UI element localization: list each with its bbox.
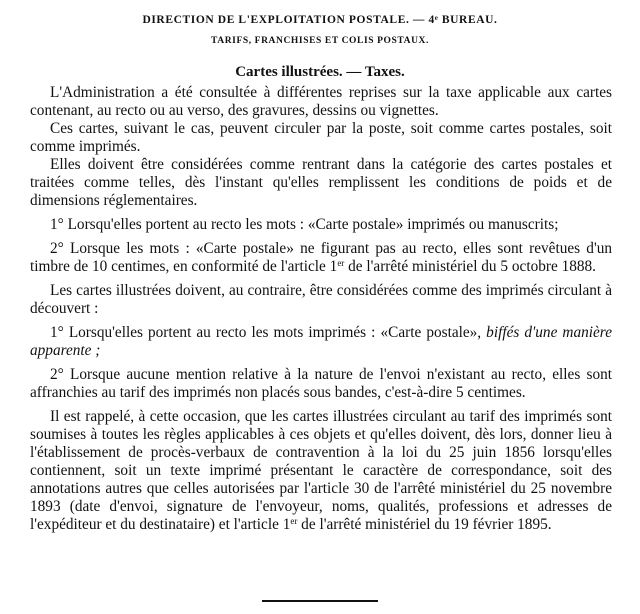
paragraph-7 [30, 324, 612, 360]
paragraph-5-text: 2° Lorsque les mots : «Carte postale» ne figurant pas au recto, elles sont revêtues d'un timbre de 10 centimes, en conformité de l'article 1 [30, 240, 612, 275]
paragraph-7-italic: biffés d'une manière apparente ; [30, 324, 612, 359]
paragraph-5 [30, 240, 612, 276]
paragraph-8: 2° Lorsque aucune mention relative à la nature de l'envoi n'existant au recto, elles sont affranchies au tarif des imprimés non placés sous bandes, c'est-à-dire 5 centimes. [30, 366, 612, 401]
section-title: Cartes illustrées. — Taxes. [235, 64, 405, 80]
paragraph-2: Ces cartes, suivant le cas, peuvent circuler par la poste, soit comme cartes postales, soit comme imprimés. [30, 120, 612, 155]
superscript-er: er [290, 516, 298, 526]
header-bureau-subtitle: TARIFS, FRANCHISES ET COLIS POSTAUX. [211, 36, 429, 46]
paragraph-9-text-end: de l'arrêté ministériel du 19 février 1895. [297, 516, 552, 533]
paragraph-4: 1° Lorsqu'elles portent au recto les mots : «Carte postale» imprimés ou manuscrits; [50, 216, 559, 233]
closing-rule [262, 600, 378, 602]
paragraph-3: Elles doivent être considérées comme rentrant dans la catégorie des cartes postales et traitées comme telles, dès l'instant qu'elles remplissent les conditions de poids et de dimensions réglementaires. [30, 156, 612, 209]
superscript-er: er [337, 258, 345, 268]
paragraph-1: L'Administration a été consultée à différentes reprises sur la taxe applicable aux cartes contenant, au recto ou au verso, des gravures, dessins ou vignettes. [30, 84, 612, 119]
header-direction: DIRECTION DE L'EXPLOITATION POSTALE. — 4ᵉ BUREAU. [142, 14, 498, 26]
paragraph-9 [30, 408, 612, 534]
body-text [30, 84, 612, 534]
paragraph-9-text: Il est rappelé, à cette occasion, que les cartes illustrées circulant au tarif des imprimés sont soumises à toutes les règles applicables à ces objets et qu'elles doivent, dès lors, donner lieu à l'établissement de procès-verbaux de contravention à la loi du 25 juin 1856 lorsqu'elles contiennent, soit un texte imprimé présentant le caractère de correspondance, soit des annotations autres que celles autorisées par l'article 30 de l'arrêté ministériel du 25 novembre 1893 (date d'envoi, signature de l'envoyeur, noms, qualités, professions et adresses de l'expéditeur et du destinataire) et l'article 1 [30, 408, 612, 533]
paragraph-7-text: 1° Lorsqu'elles portent au recto les mots imprimés : «Carte postale», [50, 324, 487, 341]
paragraph-5-text-end: de l'arrêté ministériel du 5 octobre 1888. [344, 258, 596, 275]
paragraph-6: Les cartes illustrées doivent, au contraire, être considérées comme des imprimés circulant à découvert : [30, 282, 612, 317]
